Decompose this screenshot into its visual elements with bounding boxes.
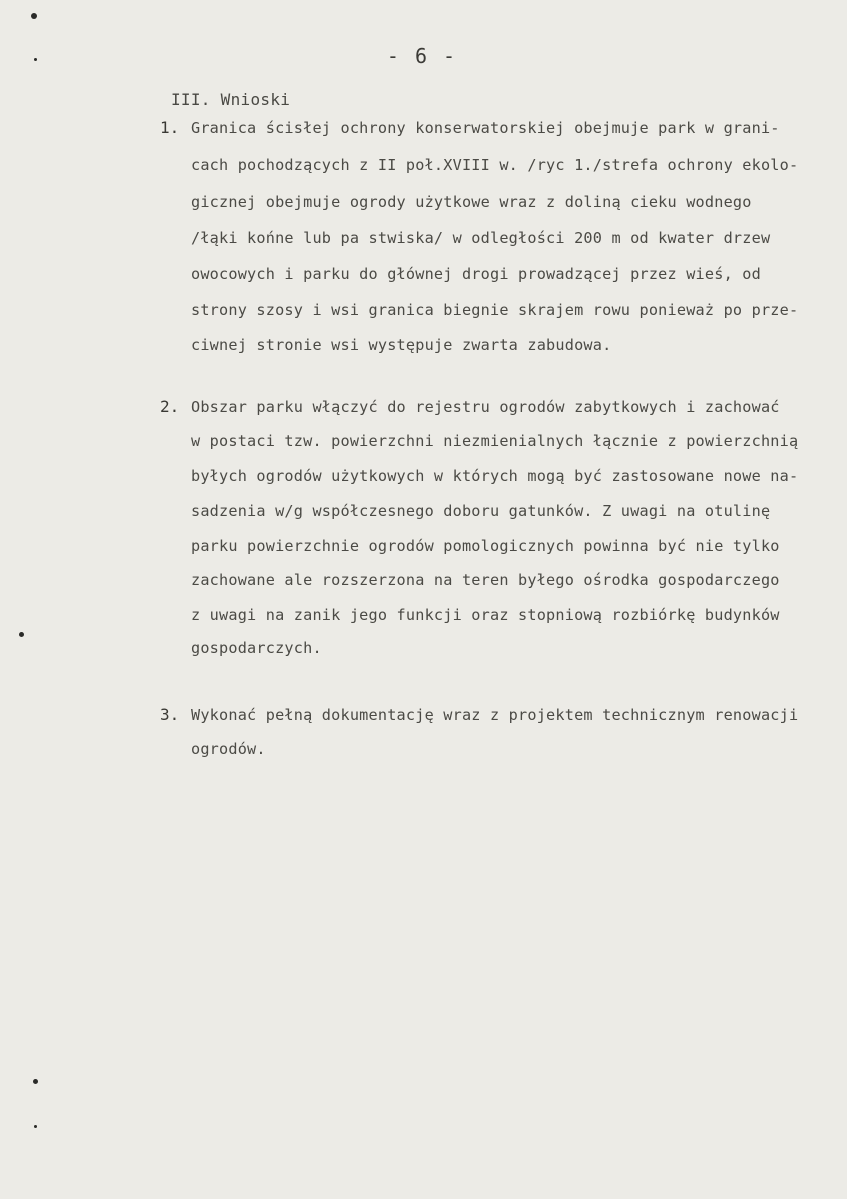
item-line: sadzenia w/g współczesnego doboru gatunków. Z uwagi na otulinę bbox=[191, 502, 771, 520]
item-line: z uwagi na zanik jego funkcji oraz stopniową rozbiórkę budynków bbox=[191, 606, 780, 624]
item-line: w postaci tzw. powierzchni niezmienialnych łącznie z powierzchnią bbox=[191, 432, 799, 450]
item-line: Obszar parku włączyć do rejestru ogrodów zabytkowych i zachować bbox=[191, 398, 780, 416]
item-line: ogrodów. bbox=[191, 740, 266, 758]
page-number: - 6 - bbox=[386, 44, 458, 68]
section-heading: III. Wnioski bbox=[171, 90, 291, 109]
item-number: 1. bbox=[160, 118, 180, 137]
binder-hole-mark bbox=[33, 1079, 38, 1084]
item-line: gospodarczych. bbox=[191, 639, 322, 657]
item-line: owocowych i parku do głównej drogi prowadzącej przez wieś, od bbox=[191, 265, 761, 283]
item-line: Wykonać pełną dokumentację wraz z projektem technicznym renowacji bbox=[191, 706, 799, 724]
item-line: gicznej obejmuje ogrody użytkowe wraz z doliną cieku wodnego bbox=[191, 193, 752, 211]
item-line: strony szosy i wsi granica biegnie skrajem rowu ponieważ po prze- bbox=[191, 301, 799, 319]
binder-hole-mark bbox=[31, 13, 37, 19]
item-line: byłych ogrodów użytkowych w których mogą być zastosowane nowe na- bbox=[191, 467, 799, 485]
item-number: 3. bbox=[160, 705, 180, 724]
item-line: parku powierzchnie ogrodów pomologicznych powinna być nie tylko bbox=[191, 537, 780, 555]
item-line: zachowane ale rozszerzona na teren byłego ośrodka gospodarczego bbox=[191, 571, 780, 589]
binder-hole-mark bbox=[34, 1125, 37, 1128]
item-line: /łąki końne lub pa stwiska/ w odległości 200 m od kwater drzew bbox=[191, 229, 771, 247]
binder-hole-mark bbox=[19, 632, 24, 637]
binder-hole-mark bbox=[34, 58, 37, 61]
item-line: cach pochodzących z II poł.XVIII w. /ryc 1./strefa ochrony ekolo- bbox=[191, 156, 799, 174]
item-number: 2. bbox=[160, 397, 180, 416]
item-line: Granica ścisłej ochrony konserwatorskiej obejmuje park w grani- bbox=[191, 119, 780, 137]
item-line: ciwnej stronie wsi występuje zwarta zabudowa. bbox=[191, 336, 612, 354]
